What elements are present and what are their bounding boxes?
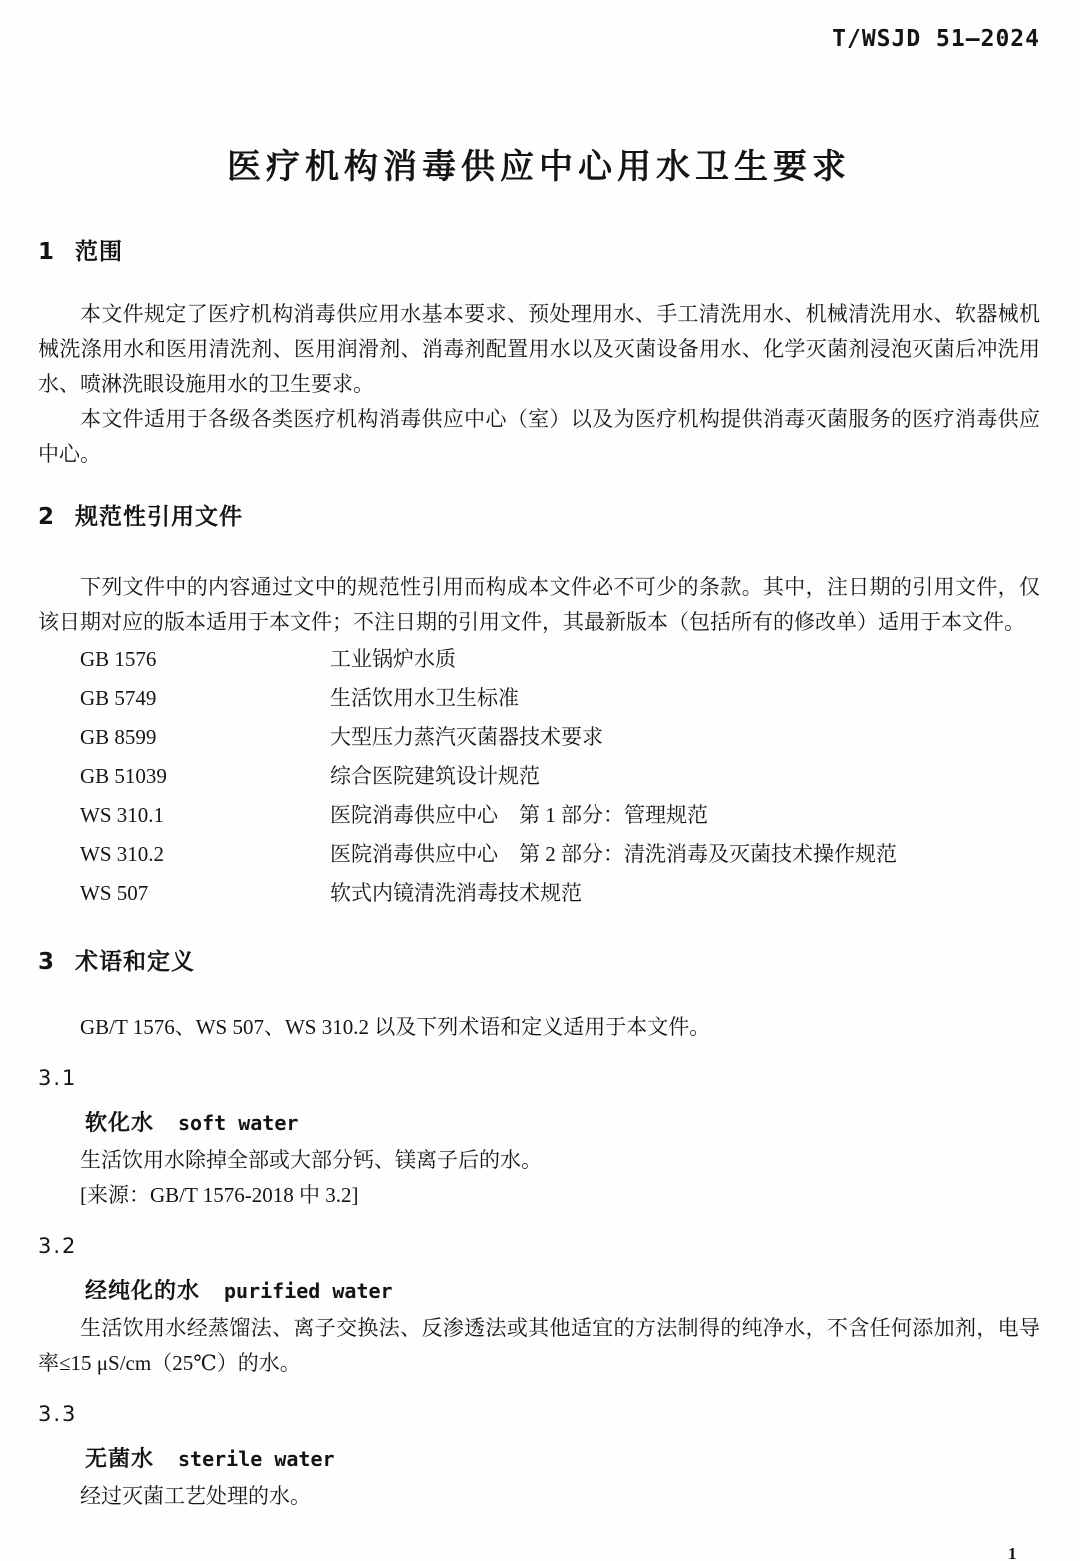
term-source: [来源：GB/T 1576-2018 中 3.2]: [80, 1183, 359, 1207]
scope-paragraph-1: 本文件规定了医疗机构消毒供应用水基本要求、预处理用水、手工清洗用水、机械清洗用水、软器械机械洗涤用水和医用清洗剂、医用润滑剂、消毒剂配置用水以及灭菌设备用水、化学灭菌剂浸泡灭菌后冲洗用水、喷淋洗眼设施用水的卫生要求。: [38, 302, 1040, 396]
reference-title: 大型压力蒸汽灭菌器技术要求: [330, 725, 603, 749]
reference-title: 综合医院建筑设计规范: [330, 764, 540, 788]
term-name-cn: 无菌水: [85, 1447, 155, 1472]
term-definition: 生活饮用水除掉全部或大部分钙、镁离子后的水。: [80, 1148, 542, 1172]
term-definition: 经过灭菌工艺处理的水。: [80, 1484, 311, 1508]
reference-title: 生活饮用水卫生标准: [330, 686, 519, 710]
reference-title: 软式内镜清洗消毒技术规范: [330, 881, 582, 905]
term-name-en: sterile water: [178, 1447, 335, 1471]
reference-title: 工业锅炉水质: [330, 647, 456, 671]
reference-list: [38, 640, 1040, 913]
reference-row: [38, 718, 1040, 757]
reference-code: WS 310.2: [80, 842, 164, 866]
page-number: 1: [1008, 1544, 1017, 1561]
section-2-title: 规范性引用文件: [75, 504, 244, 530]
term-entry-purified-water: [38, 1229, 1040, 1381]
reference-row: [38, 640, 1040, 679]
reference-title: 医院消毒供应中心 第 2 部分：清洗消毒及灭菌技术操作规范: [330, 842, 897, 866]
term-definition: 生活饮用水经蒸馏法、离子交换法、反渗透法或其他适宜的方法制得的纯净水，不含任何添加剂，电导率≤15 μS/cm（25℃）的水。: [38, 1316, 1040, 1375]
term-line: [85, 1274, 1040, 1311]
term-number: 3.2: [38, 1234, 78, 1258]
term-number: 3.1: [38, 1066, 78, 1090]
section-1-heading: [38, 239, 1040, 265]
term-name-cn: 软化水: [85, 1111, 155, 1136]
reference-code: WS 507: [80, 881, 149, 905]
reference-row: [38, 874, 1040, 913]
term-name-cn: 经纯化的水: [85, 1279, 201, 1304]
standard-code: T/WSJD 51—2024: [832, 26, 1040, 52]
reference-code: WS 310.1: [80, 803, 164, 827]
terms-intro-paragraph: GB/T 1576、WS 507、WS 310.2 以及下列术语和定义适用于本文件。: [80, 1015, 711, 1039]
term-name-en: soft water: [178, 1111, 299, 1135]
term-entry-soft-water: [38, 1061, 1040, 1213]
term-name-en: purified water: [224, 1279, 393, 1303]
section-2-number: 2: [38, 504, 56, 530]
section-3-heading: [38, 949, 1040, 975]
scope-paragraph-2: 本文件适用于各级各类医疗机构消毒供应中心（室）以及为医疗机构提供消毒灭菌服务的医疗消毒供应中心。: [38, 407, 1040, 466]
reference-row: [38, 757, 1040, 796]
term-number: 3.3: [38, 1402, 78, 1426]
references-intro-paragraph: 下列文件中的内容通过文中的规范性引用而构成本文件必不可少的条款。其中，注日期的引用文件，仅该日期对应的版本适用于本文件；不注日期的引用文件，其最新版本（包括所有的修改单）适用于本文件。: [38, 575, 1040, 634]
doc-header: [38, 0, 1040, 52]
reference-code: GB 5749: [80, 686, 157, 710]
section-3-title: 术语和定义: [75, 949, 196, 975]
reference-code: GB 8599: [80, 725, 157, 749]
reference-code: GB 1576: [80, 647, 157, 671]
reference-title: 医院消毒供应中心 第 1 部分：管理规范: [330, 803, 708, 827]
reference-row: [38, 835, 1040, 874]
section-1-title: 范围: [75, 239, 124, 265]
term-line: [85, 1106, 1040, 1143]
page-title: 医疗机构消毒供应中心用水卫生要求: [227, 147, 851, 187]
section-1-number: 1: [38, 239, 56, 265]
section-2-heading: [38, 504, 1040, 530]
reference-code: GB 51039: [80, 764, 167, 788]
reference-row: [38, 679, 1040, 718]
reference-row: [38, 796, 1040, 835]
section-3-number: 3: [38, 949, 56, 975]
term-entry-sterile-water: [38, 1397, 1040, 1514]
term-line: [85, 1442, 1040, 1479]
